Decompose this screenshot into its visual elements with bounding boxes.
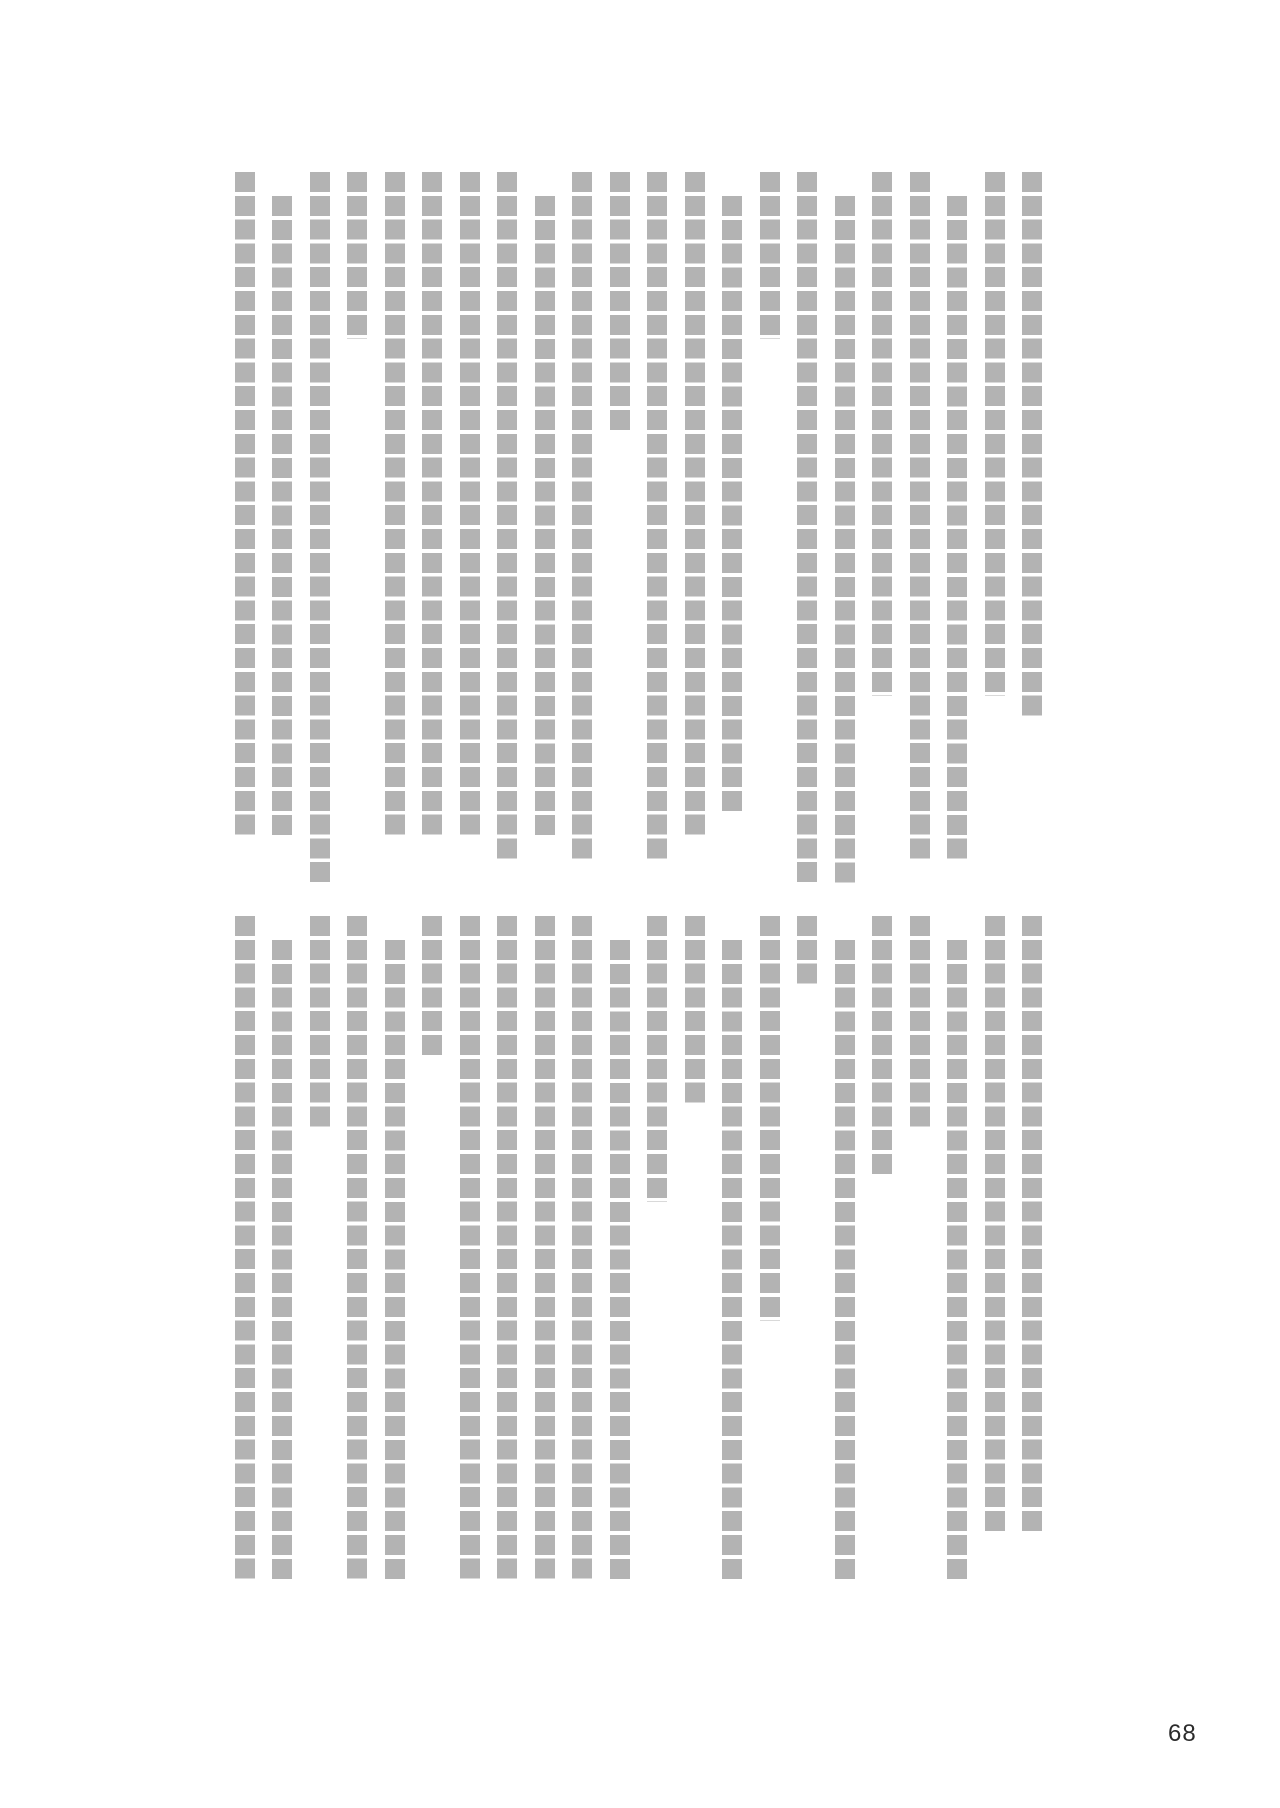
redacted-text-column xyxy=(797,916,817,987)
redacted-text-column xyxy=(872,172,892,696)
redacted-text-column xyxy=(460,172,480,838)
redacted-text-column xyxy=(872,916,892,1178)
redacted-text-column xyxy=(310,172,330,886)
redacted-text-column xyxy=(422,172,442,838)
redacted-text-column xyxy=(272,940,292,1583)
redacted-text-column xyxy=(385,172,405,838)
redacted-text-column xyxy=(347,172,367,339)
redacted-text-column xyxy=(985,172,1005,696)
redacted-text-column xyxy=(797,172,817,886)
redacted-text-column xyxy=(685,172,705,838)
redacted-text-column xyxy=(572,916,592,1582)
redacted-text-column xyxy=(685,916,705,1106)
page-number: 68 xyxy=(1168,1720,1197,1747)
redacted-text-column xyxy=(272,196,292,839)
redacted-text-column xyxy=(610,940,630,1583)
redacted-text-column xyxy=(535,196,555,839)
redacted-text-column xyxy=(460,916,480,1582)
redacted-text-column xyxy=(235,172,255,838)
redacted-text-column xyxy=(835,196,855,886)
redacted-text-column xyxy=(760,172,780,339)
upper-text-block xyxy=(235,172,1043,886)
redacted-text-column xyxy=(1022,172,1042,719)
redacted-text-column xyxy=(610,172,630,434)
redacted-text-column xyxy=(572,172,592,862)
redacted-text-column xyxy=(910,916,930,1130)
redacted-text-column xyxy=(347,916,367,1582)
redacted-text-column xyxy=(422,916,442,1059)
redacted-text-column xyxy=(497,916,517,1582)
redacted-text-column xyxy=(835,940,855,1583)
redacted-text-column xyxy=(722,940,742,1583)
redacted-text-column xyxy=(647,172,667,862)
redacted-text-column xyxy=(535,916,555,1582)
redacted-text-column xyxy=(947,940,967,1583)
redacted-text-column xyxy=(947,196,967,862)
redacted-text-column xyxy=(385,940,405,1583)
redacted-text-column xyxy=(497,172,517,862)
redacted-text-column xyxy=(760,916,780,1321)
redacted-text-column xyxy=(910,172,930,862)
redacted-text-column xyxy=(647,916,667,1202)
redacted-text-column xyxy=(235,916,255,1582)
lower-text-block xyxy=(235,916,1043,1583)
redacted-text-column xyxy=(722,196,742,815)
redacted-text-column xyxy=(1022,916,1042,1535)
redacted-text-column xyxy=(985,916,1005,1535)
redacted-text-column xyxy=(310,916,330,1130)
